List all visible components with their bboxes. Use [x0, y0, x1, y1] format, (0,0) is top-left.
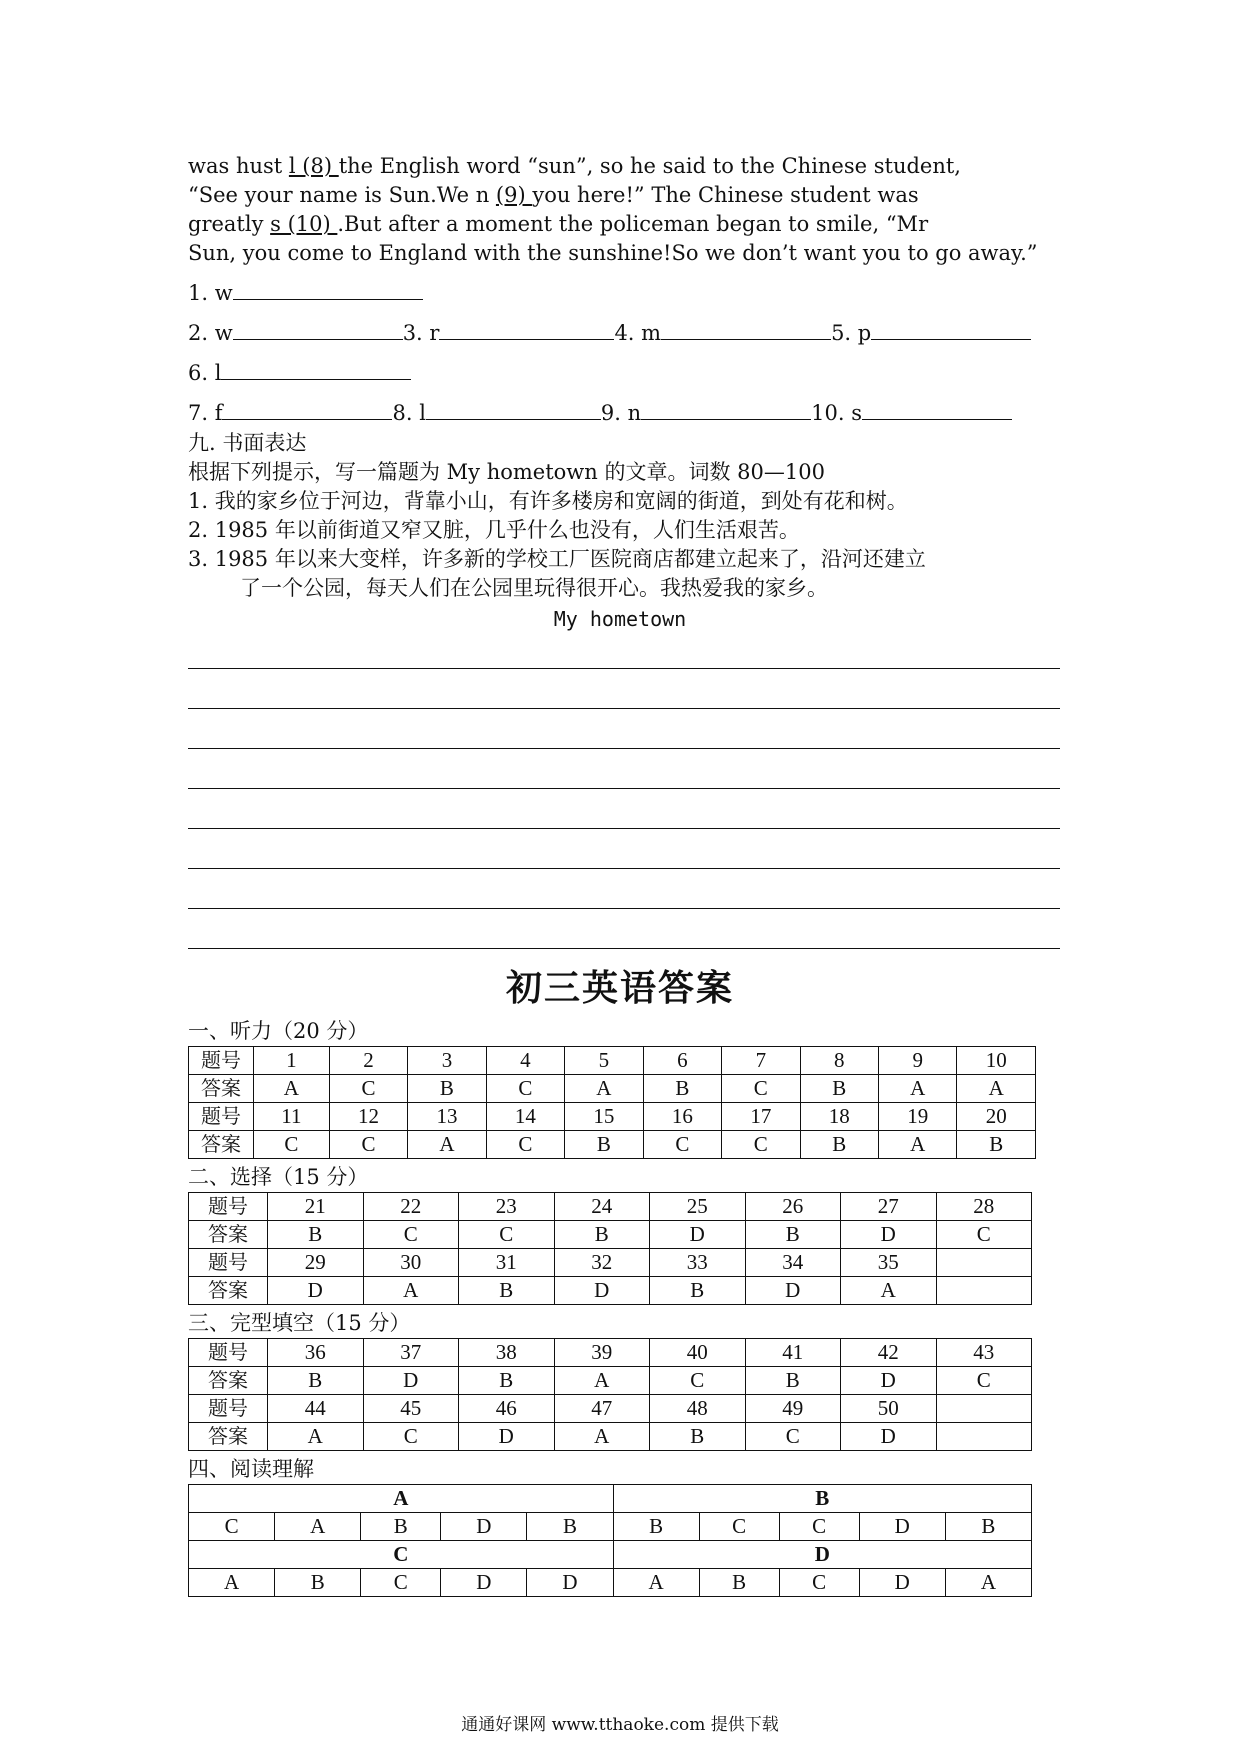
answer-cell: B: [554, 1221, 650, 1249]
blank-label: 7. f: [188, 401, 223, 425]
answer-cell: C: [650, 1367, 746, 1395]
table-row: [189, 1075, 1036, 1103]
question-number-cell: 35: [841, 1249, 937, 1277]
question-number-cell: [936, 1395, 1032, 1423]
answer-cell: A: [841, 1277, 937, 1305]
answers-title: 初三英语答案: [505, 968, 734, 1009]
answer-cell: C: [722, 1075, 800, 1103]
question-number-cell: 11: [254, 1103, 330, 1131]
question-number-cell: 45: [363, 1395, 459, 1423]
answer-cell: C: [363, 1221, 459, 1249]
answer-cell: B: [613, 1513, 699, 1541]
question-number-cell: 36: [268, 1339, 364, 1367]
question-number-cell: 17: [722, 1103, 800, 1131]
blank-8: l (8): [288, 154, 339, 178]
table-row: [189, 1249, 1032, 1277]
passage-line-2: [188, 181, 919, 210]
question-number-cell: 42: [841, 1339, 937, 1367]
blank-label: 10. s: [811, 401, 863, 425]
reading-answer-table: [188, 1484, 1032, 1597]
answer-cell: D: [650, 1221, 746, 1249]
question-number-cell: 47: [554, 1395, 650, 1423]
blank-label: 3. r: [402, 321, 440, 345]
answer-cell: B: [565, 1131, 643, 1159]
answer-cell: B: [650, 1277, 746, 1305]
answer-cell: A: [408, 1131, 486, 1159]
answer-cell: C: [745, 1423, 841, 1451]
answer-cell: D: [363, 1367, 459, 1395]
row-label-question-number: 题号: [189, 1193, 268, 1221]
question-number-cell: 41: [745, 1339, 841, 1367]
question-number-cell: 43: [936, 1339, 1032, 1367]
question-number-cell: 24: [554, 1193, 650, 1221]
answer-cell: A: [554, 1423, 650, 1451]
blank-label: 9. n: [600, 401, 642, 425]
table-row: [189, 1541, 1032, 1569]
question-number-cell: 21: [268, 1193, 364, 1221]
row-label-answer: 答案: [189, 1367, 268, 1395]
answer-cell: D: [441, 1569, 527, 1597]
essay-title: My hometown: [553, 607, 687, 631]
blank-label: 8. l: [392, 401, 426, 425]
blank-label: 6. l: [188, 361, 222, 385]
passage-label-a: A: [189, 1485, 614, 1513]
row-label-question-number: 题号: [189, 1249, 268, 1277]
question-number-cell: 10: [957, 1047, 1036, 1075]
answer-cell: C: [329, 1131, 407, 1159]
table-row: [189, 1395, 1032, 1423]
footer-credit: 通通好课网 www.tthaoke.com 提供下载: [461, 1715, 779, 1735]
writing-line[interactable]: [188, 908, 1060, 909]
question-number-cell: 37: [363, 1339, 459, 1367]
table-row: [189, 1047, 1036, 1075]
answer-cell: A: [189, 1569, 275, 1597]
question-number-cell: 29: [268, 1249, 364, 1277]
answer-line[interactable]: [233, 319, 403, 340]
table-row: [189, 1485, 1032, 1513]
question-number-cell: 49: [745, 1395, 841, 1423]
choice-answer-table: [188, 1192, 1032, 1305]
answer-cell: C: [936, 1221, 1032, 1249]
writing-line[interactable]: [188, 708, 1060, 709]
writing-line[interactable]: [188, 828, 1060, 829]
answer-cell: B: [275, 1569, 361, 1597]
question-number-cell: 22: [363, 1193, 459, 1221]
answer-cell: C: [329, 1075, 407, 1103]
question-number-cell: 12: [329, 1103, 407, 1131]
question-number-cell: 39: [554, 1339, 650, 1367]
question-number-cell: 38: [459, 1339, 555, 1367]
question-number-cell: 31: [459, 1249, 555, 1277]
answer-cell: B: [643, 1075, 721, 1103]
question-number-cell: 7: [722, 1047, 800, 1075]
question-number-cell: 27: [841, 1193, 937, 1221]
passage-label-c: C: [189, 1541, 614, 1569]
answer-blank-row-3: [188, 359, 411, 388]
table-row: [189, 1277, 1032, 1305]
answer-cell: D: [745, 1277, 841, 1305]
answer-cell: D: [841, 1221, 937, 1249]
answer-line[interactable]: [233, 279, 423, 300]
answer-cell: B: [459, 1277, 555, 1305]
answer-cell: B: [945, 1513, 1031, 1541]
answer-cell: B: [745, 1367, 841, 1395]
answer-blank-row-4: [188, 399, 1012, 428]
section-heading-listening: 一、听力（20 分）: [188, 1019, 369, 1043]
answer-cell: B: [699, 1569, 779, 1597]
question-number-cell: 28: [936, 1193, 1032, 1221]
question-number-cell: 9: [879, 1047, 957, 1075]
answer-cell: [936, 1277, 1032, 1305]
answer-cell: A: [879, 1075, 957, 1103]
passage-text: the English word “sun”, so he said to the Chinese student,: [338, 154, 961, 178]
answer-cell: C: [361, 1569, 441, 1597]
passage-text: “See your name is Sun.We n: [188, 183, 496, 207]
answer-line[interactable]: [439, 319, 614, 340]
answer-cell: D: [441, 1513, 527, 1541]
answer-cell: D: [527, 1569, 613, 1597]
question-number-cell: 30: [363, 1249, 459, 1277]
section-heading-cloze: 三、完型填空（15 分）: [188, 1311, 411, 1335]
answer-cell: B: [361, 1513, 441, 1541]
answer-cell: C: [722, 1131, 800, 1159]
answer-cell: D: [841, 1367, 937, 1395]
answer-cell: B: [957, 1131, 1036, 1159]
table-row: [189, 1339, 1032, 1367]
table-row: [189, 1103, 1036, 1131]
answer-cell: D: [841, 1423, 937, 1451]
question-number-cell: 15: [565, 1103, 643, 1131]
row-label-answer: 答案: [189, 1423, 268, 1451]
passage-line-3: [188, 210, 928, 239]
section-heading-reading: 四、阅读理解: [188, 1457, 314, 1481]
writing-point-2: 2. 1985 年以前街道又窄又脏，几乎什么也没有，人们生活艰苦。: [188, 518, 800, 542]
answer-cell: D: [859, 1569, 945, 1597]
question-number-cell: 40: [650, 1339, 746, 1367]
question-number-cell: 2: [329, 1047, 407, 1075]
writing-line[interactable]: [188, 788, 1060, 789]
answer-cell: C: [643, 1131, 721, 1159]
passage-text: .But after a moment the policeman began to smile, “Mr: [337, 212, 929, 236]
answer-cell: B: [268, 1367, 364, 1395]
answer-cell: B: [800, 1075, 878, 1103]
passage-text: you here!” The Chinese student was: [532, 183, 919, 207]
section-heading-writing: 九. 书面表达: [188, 431, 307, 455]
answer-cell: D: [859, 1513, 945, 1541]
table-row: [189, 1423, 1032, 1451]
answer-cell: B: [800, 1131, 878, 1159]
answer-cell: B: [527, 1513, 613, 1541]
writing-point-1: 1. 我的家乡位于河边，背靠小山，有许多楼房和宽阔的街道，到处有花和树。: [188, 489, 908, 513]
answer-cell: A: [613, 1569, 699, 1597]
answer-line[interactable]: [222, 399, 392, 420]
table-row: [189, 1131, 1036, 1159]
question-number-cell: 34: [745, 1249, 841, 1277]
row-label-answer: 答案: [189, 1277, 268, 1305]
answer-cell: C: [779, 1513, 859, 1541]
answer-cell: C: [486, 1075, 564, 1103]
answer-cell: D: [459, 1423, 555, 1451]
question-number-cell: 6: [643, 1047, 721, 1075]
answer-cell: A: [945, 1569, 1031, 1597]
listening-answer-table: [188, 1046, 1036, 1159]
row-label-question-number: 题号: [189, 1339, 268, 1367]
question-number-cell: 1: [254, 1047, 330, 1075]
question-number-cell: 32: [554, 1249, 650, 1277]
answer-line[interactable]: [862, 399, 1012, 420]
answer-cell: A: [565, 1075, 643, 1103]
answer-cell: C: [189, 1513, 275, 1541]
question-number-cell: 14: [486, 1103, 564, 1131]
question-number-cell: 33: [650, 1249, 746, 1277]
writing-line[interactable]: [188, 748, 1060, 749]
table-row: [189, 1221, 1032, 1249]
answer-cell: C: [459, 1221, 555, 1249]
question-number-cell: [936, 1249, 1032, 1277]
cloze-answer-table: [188, 1338, 1032, 1451]
question-number-cell: 4: [486, 1047, 564, 1075]
question-number-cell: 26: [745, 1193, 841, 1221]
question-number-cell: 18: [800, 1103, 878, 1131]
answer-line[interactable]: [426, 399, 601, 420]
writing-line[interactable]: [188, 668, 1060, 669]
row-label-question-number: 题号: [189, 1395, 268, 1423]
row-label-answer: 答案: [189, 1075, 254, 1103]
row-label-answer: 答案: [189, 1131, 254, 1159]
answer-cell: A: [268, 1423, 364, 1451]
table-row: [189, 1569, 1032, 1597]
question-number-cell: 19: [879, 1103, 957, 1131]
blank-label: 4. m: [614, 321, 662, 345]
answer-cell: B: [408, 1075, 486, 1103]
answer-cell: C: [936, 1367, 1032, 1395]
answer-cell: D: [554, 1277, 650, 1305]
question-number-cell: 16: [643, 1103, 721, 1131]
answer-cell: C: [486, 1131, 564, 1159]
answer-cell: A: [275, 1513, 361, 1541]
writing-instruction: 根据下列提示，写一篇题为 My hometown 的文章。词数 80—100: [188, 460, 825, 484]
question-number-cell: 44: [268, 1395, 364, 1423]
row-label-question-number: 题号: [189, 1103, 254, 1131]
answer-cell: C: [363, 1423, 459, 1451]
answer-cell: C: [699, 1513, 779, 1541]
answer-cell: A: [554, 1367, 650, 1395]
answer-cell: A: [363, 1277, 459, 1305]
passage-text: greatly: [188, 212, 271, 236]
writing-point-3: 3. 1985 年以来大变样，许多新的学校工厂医院商店都建立起来了，沿河还建立: [188, 547, 926, 571]
answer-cell: B: [268, 1221, 364, 1249]
row-label-answer: 答案: [189, 1221, 268, 1249]
answer-line[interactable]: [221, 359, 411, 380]
row-label-question-number: 题号: [189, 1047, 254, 1075]
question-number-cell: 48: [650, 1395, 746, 1423]
passage-line-1: [188, 152, 961, 181]
answer-line[interactable]: [871, 319, 1031, 340]
answer-cell: A: [957, 1075, 1036, 1103]
blank-label: 1. w: [188, 281, 233, 305]
answer-cell: A: [254, 1075, 330, 1103]
table-row: [189, 1193, 1032, 1221]
answer-line[interactable]: [641, 399, 811, 420]
writing-point-3-cont: 了一个公园，每天人们在公园里玩得很开心。我热爱我的家乡。: [240, 576, 828, 600]
blank-label: 2. w: [188, 321, 233, 345]
passage-line-4: Sun, you come to England with the sunshine!So we don’t want you to go away.”: [188, 241, 1038, 265]
answer-blank-row-2: [188, 319, 1031, 348]
answer-cell: B: [650, 1423, 746, 1451]
passage-label-d: D: [613, 1541, 1031, 1569]
answer-cell: C: [254, 1131, 330, 1159]
answer-cell: D: [268, 1277, 364, 1305]
section-heading-choice: 二、选择（15 分）: [188, 1165, 369, 1189]
answer-cell: A: [879, 1131, 957, 1159]
answer-cell: C: [779, 1569, 859, 1597]
question-number-cell: 5: [565, 1047, 643, 1075]
writing-line[interactable]: [188, 948, 1060, 949]
passage-text: was hust: [188, 154, 289, 178]
question-number-cell: 25: [650, 1193, 746, 1221]
table-row: [189, 1367, 1032, 1395]
answer-cell: B: [459, 1367, 555, 1395]
answer-line[interactable]: [661, 319, 831, 340]
answer-blank-row-1: [188, 279, 423, 308]
question-number-cell: 20: [957, 1103, 1036, 1131]
question-number-cell: 3: [408, 1047, 486, 1075]
question-number-cell: 46: [459, 1395, 555, 1423]
blank-10: s (10): [270, 212, 338, 236]
answer-cell: B: [745, 1221, 841, 1249]
question-number-cell: 13: [408, 1103, 486, 1131]
blank-9: (9): [495, 183, 533, 207]
answer-cell: [936, 1423, 1032, 1451]
passage-label-b: B: [613, 1485, 1031, 1513]
blank-label: 5. p: [831, 321, 872, 345]
question-number-cell: 23: [459, 1193, 555, 1221]
table-row: [189, 1513, 1032, 1541]
question-number-cell: 8: [800, 1047, 878, 1075]
question-number-cell: 50: [841, 1395, 937, 1423]
writing-line[interactable]: [188, 868, 1060, 869]
